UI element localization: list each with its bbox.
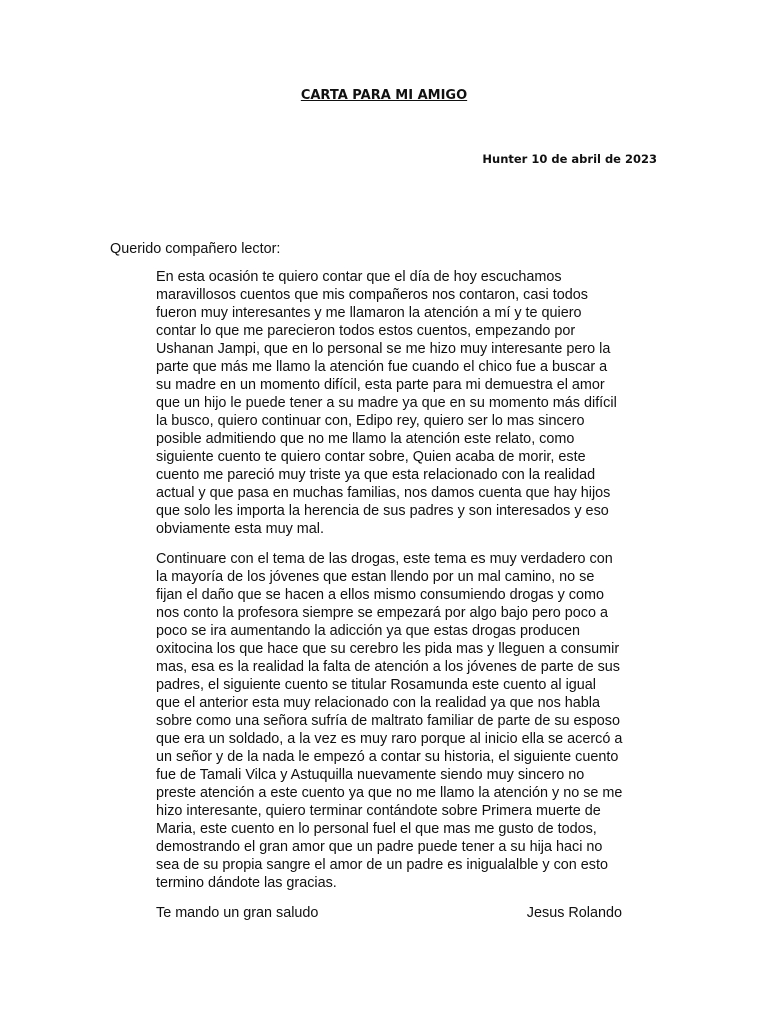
closing-salute: Te mando un gran saludo [156, 905, 319, 921]
paragraph-line: nos conto la profesora siempre se empezará por algo bajo pero poco a [156, 605, 608, 621]
paragraph-line: que el anterior esta muy relacionado con la realidad ya que nos habla [156, 695, 601, 711]
paragraph-line: fue de Tamali Vilca y Astuquilla nuevamente siendo muy sincero no [156, 767, 585, 783]
signature: Jesus Rolando [526, 905, 622, 921]
paragraph-line: maravillosos cuentos que mis compañeros nos contaron, casi todos [156, 287, 588, 303]
paragraph-line: Maria, este cuento en lo personal fuel el que mas me gusto de todos, [156, 821, 597, 837]
paragraph-2 [156, 550, 660, 892]
paragraph-line: Continuare con el tema de las drogas, este tema es muy verdadero con [156, 551, 613, 567]
paragraph-line: fijan el daño que se hacen a ellos mismo consumiendo drogas y como [156, 587, 604, 603]
greeting: Querido compañero lector: [110, 241, 281, 257]
paragraph-line: demostrando el gran amor que un padre puede tener a su hija haci no [156, 839, 603, 855]
paragraph-line: que solo les importa la herencia de sus padres y son interesados y eso [156, 503, 609, 519]
paragraph-line: hizo interesante, quiero terminar contándote sobre Primera muerte de [156, 803, 601, 819]
paragraph-line: oxitocina los que hace que su cerebro les pida mas y lleguen a consumir [156, 641, 620, 657]
paragraph-line: cuento me pareció muy triste ya que esta relacionado con la realidad [156, 467, 596, 483]
paragraph-line: En esta ocasión te quiero contar que el día de hoy escuchamos [156, 269, 562, 285]
paragraph-line: mas, esa es la realidad la falta de atención a los jóvenes de parte de sus [156, 659, 620, 675]
paragraph-line: parte que más me llamo la atención fue cuando el chico fue a buscar a [156, 359, 608, 375]
paragraph-line: que era un soldado, a la vez es muy raro porque al inicio ella se acercó a [156, 731, 623, 747]
paragraph-line: poco se ira aumentando la adicción ya que estas drogas producen [156, 623, 581, 639]
paragraph-line: Ushanan Jampi, que en lo personal se me hizo muy interesante pero la [156, 341, 611, 357]
paragraph-line: termino dándote las gracias. [156, 875, 337, 891]
paragraph-line: obviamente esta muy mal. [156, 521, 324, 537]
paragraph-line: su madre en un momento difícil, esta parte para mi demuestra el amor [156, 377, 605, 393]
paragraph-line: la busco, quiero continuar con, Edipo rey, quiero ser lo mas sincero [156, 413, 585, 429]
paragraph-line: sobre como una señora sufría de maltrato familiar de parte de su esposo [156, 713, 620, 729]
paragraph-line: contar lo que me parecieron todos estos cuentos, empezando por [156, 323, 576, 339]
paragraph-line: la mayoría de los jóvenes que estan llendo por un mal camino, no se [156, 569, 595, 585]
date-line: Hunter 10 de abril de 2023 [482, 152, 657, 166]
paragraph-1 [156, 268, 660, 538]
paragraph-line: padres, el siguiente cuento se titular Rosamunda este cuento al igual [156, 677, 596, 693]
paragraph-line: sea de su propia sangre el amor de un padre es inigualalble y con esto [156, 857, 608, 873]
paragraph-line: que un hijo le puede tener a su madre ya que en su momento más difícil [156, 395, 617, 411]
paragraph-line: fueron muy interesantes y me llamaron la atención a mí y te quiero [156, 305, 582, 321]
letter-title: CARTA PARA MI AMIGO [300, 88, 468, 103]
paragraph-line: siguiente cuento te quiero contar sobre, Quien acaba de morir, este [156, 449, 586, 465]
paragraph-line: un señor y de la nada le empezó a contar su historia, el siguiente cuento [156, 749, 619, 765]
paragraph-line: preste atención a este cuento ya que no me llamo la atención y no se me [156, 785, 623, 801]
paragraph-line: posible admitiendo que no me llamo la atención este relato, como [156, 431, 575, 447]
paragraph-line: actual y que pasa en muchas familias, nos damos cuenta que hay hijos [156, 485, 611, 501]
